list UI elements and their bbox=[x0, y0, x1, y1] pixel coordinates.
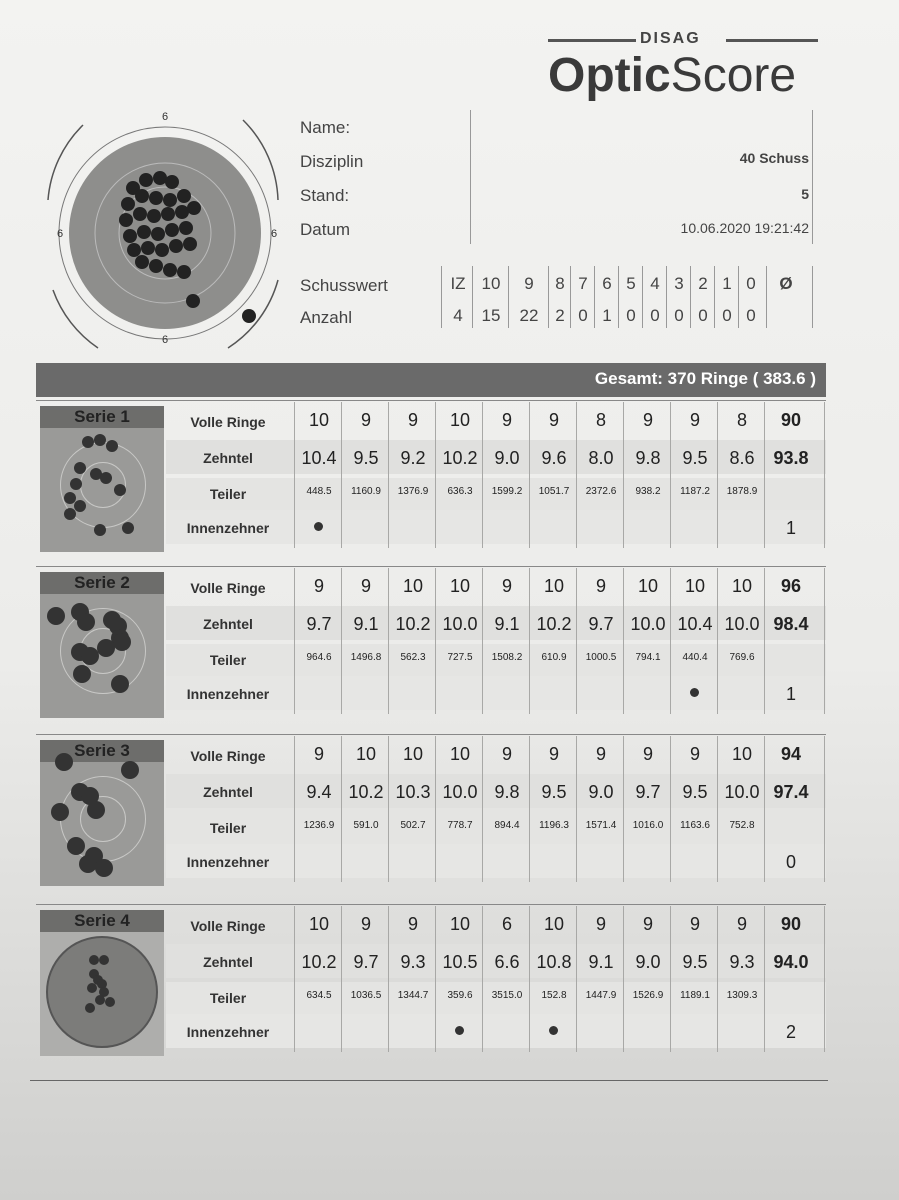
discipline-value: 40 Schuss bbox=[739, 150, 809, 166]
shot-marker bbox=[77, 613, 95, 631]
innenzehner-sum: 1 bbox=[785, 684, 796, 704]
teiler-value: 1878.9 bbox=[726, 486, 758, 497]
teiler-value: 1447.9 bbox=[585, 990, 617, 1001]
zehntel-value: 8.0 bbox=[588, 448, 614, 468]
zehntel-sum: 98.4 bbox=[773, 614, 809, 634]
volle-ringe-sum: 90 bbox=[780, 410, 802, 430]
series-target-icon bbox=[40, 406, 164, 552]
zehntel-value: 9.0 bbox=[588, 782, 614, 802]
shot-marker bbox=[81, 647, 99, 665]
row-label: Zehntel bbox=[203, 450, 253, 466]
volle-ringe-value: 9 bbox=[689, 744, 700, 764]
volle-ringe-value: 9 bbox=[360, 576, 371, 596]
series-label: Serie 4 bbox=[40, 910, 164, 932]
zehntel-value: 9.3 bbox=[400, 952, 426, 972]
zehntel-value: 9.5 bbox=[353, 448, 379, 468]
zehntel-value: 9.1 bbox=[588, 952, 614, 972]
volle-ringe-value: 10 bbox=[731, 744, 753, 764]
volle-ringe-value: 8 bbox=[595, 410, 606, 430]
anzahl-value: 0 bbox=[722, 306, 732, 325]
shot-marker bbox=[70, 478, 82, 490]
zehntel-value: 10.5 bbox=[442, 952, 478, 972]
volle-ringe-value: 8 bbox=[736, 410, 747, 430]
teiler-value: 938.2 bbox=[635, 486, 661, 497]
volle-ringe-value: 9 bbox=[407, 914, 418, 934]
volle-ringe-value: 9 bbox=[407, 410, 418, 430]
shot-marker bbox=[74, 500, 86, 512]
anzahl-value: 0 bbox=[650, 306, 660, 325]
shot-marker bbox=[79, 855, 97, 873]
innenzehner-marker bbox=[455, 1026, 464, 1035]
row-label: Teiler bbox=[209, 652, 247, 668]
row-label: Teiler bbox=[209, 820, 247, 836]
anzahl-value: 0 bbox=[746, 306, 756, 325]
zehntel-value: 9.1 bbox=[353, 614, 379, 634]
shot-marker bbox=[122, 522, 134, 534]
schusswert-header: 8 bbox=[555, 274, 565, 293]
row-label: Innenzehner bbox=[186, 854, 270, 870]
shot-marker bbox=[94, 524, 106, 536]
row-label: Zehntel bbox=[203, 616, 253, 632]
shot-marker bbox=[94, 434, 106, 446]
row-label: Innenzehner bbox=[186, 520, 270, 536]
row-label: Volle Ringe bbox=[190, 580, 266, 596]
shot-marker bbox=[87, 801, 105, 819]
innenzehner-sum: 2 bbox=[785, 1022, 796, 1042]
teiler-value: 1189.1 bbox=[680, 990, 710, 1001]
teiler-value: 1016.0 bbox=[632, 820, 664, 831]
schusswert-header: 2 bbox=[698, 274, 708, 293]
name-label: Name: bbox=[300, 118, 351, 137]
series-target-icon bbox=[40, 740, 164, 886]
anzahl-value: 22 bbox=[519, 306, 539, 325]
teiler-value: 591.0 bbox=[353, 820, 379, 831]
teiler-value: 562.3 bbox=[400, 652, 426, 663]
volle-ringe-value: 10 bbox=[543, 576, 565, 596]
volle-ringe-value: 10 bbox=[731, 576, 753, 596]
schusswert-label: Schusswert bbox=[300, 276, 388, 295]
series-block bbox=[36, 568, 826, 718]
teiler-value: 448.5 bbox=[306, 486, 332, 497]
series-target-icon bbox=[40, 572, 164, 718]
zehntel-value: 9.5 bbox=[682, 952, 708, 972]
teiler-value: 1000.5 bbox=[585, 652, 617, 663]
shot-marker bbox=[55, 753, 73, 771]
teiler-value: 1526.9 bbox=[632, 990, 664, 1001]
teiler-value: 3515.0 bbox=[491, 990, 523, 1001]
innenzehner-marker bbox=[690, 688, 699, 697]
teiler-value: 502.7 bbox=[400, 820, 426, 831]
volle-ringe-value: 10 bbox=[308, 410, 330, 430]
schusswert-header: 1 bbox=[722, 274, 732, 293]
zehntel-value: 10.0 bbox=[442, 614, 478, 634]
teiler-value: 1163.6 bbox=[680, 820, 710, 831]
zehntel-value: 9.0 bbox=[635, 952, 661, 972]
shot-marker bbox=[67, 837, 85, 855]
zehntel-sum: 93.8 bbox=[773, 448, 809, 468]
volle-ringe-value: 9 bbox=[360, 914, 371, 934]
shot-marker bbox=[111, 675, 129, 693]
teiler-value: 1036.5 bbox=[350, 990, 382, 1001]
teiler-value: 152.8 bbox=[541, 990, 567, 1001]
teiler-value: 610.9 bbox=[541, 652, 567, 663]
zehntel-value: 10.2 bbox=[442, 448, 478, 468]
zehntel-value: 10.4 bbox=[301, 448, 337, 468]
date-label: Datum bbox=[300, 220, 351, 239]
volle-ringe-value: 9 bbox=[689, 410, 700, 430]
zehntel-value: 10.0 bbox=[442, 782, 478, 802]
zehntel-sum: 94.0 bbox=[773, 952, 809, 972]
volle-ringe-sum: 90 bbox=[780, 914, 802, 934]
volle-ringe-value: 10 bbox=[449, 744, 471, 764]
teiler-value: 1508.2 bbox=[491, 652, 523, 663]
innenzehner-marker bbox=[314, 522, 323, 531]
shot-marker bbox=[113, 633, 131, 651]
zehntel-value: 9.5 bbox=[682, 448, 708, 468]
row-label: Teiler bbox=[209, 990, 247, 1006]
schusswert-header: 9 bbox=[524, 274, 534, 293]
shot-marker bbox=[97, 639, 115, 657]
zehntel-value: 9.7 bbox=[306, 614, 332, 634]
teiler-value: 1236.9 bbox=[303, 820, 335, 831]
row-label: Zehntel bbox=[203, 954, 253, 970]
schusswert-header: 7 bbox=[578, 274, 588, 293]
zehntel-value: 9.7 bbox=[635, 782, 661, 802]
shot-marker bbox=[99, 955, 109, 965]
teiler-value: 1196.3 bbox=[539, 820, 569, 831]
series-block bbox=[36, 906, 826, 1056]
series-target-icon bbox=[40, 910, 164, 1056]
zehntel-value: 10.2 bbox=[348, 782, 384, 802]
zehntel-value: 9.0 bbox=[494, 448, 520, 468]
teiler-value: 1571.4 bbox=[585, 820, 617, 831]
series-label: Serie 1 bbox=[40, 406, 164, 428]
teiler-value: 2372.6 bbox=[585, 486, 617, 497]
zehntel-value: 9.8 bbox=[635, 448, 661, 468]
teiler-value: 752.8 bbox=[729, 820, 755, 831]
opticscore-logo bbox=[548, 30, 828, 110]
volle-ringe-value: 9 bbox=[501, 576, 512, 596]
zehntel-value: 6.6 bbox=[494, 952, 520, 972]
teiler-value: 778.7 bbox=[447, 820, 473, 831]
volle-ringe-value: 10 bbox=[449, 576, 471, 596]
shot-marker bbox=[95, 995, 105, 1005]
row-label: Zehntel bbox=[203, 784, 253, 800]
shot-marker bbox=[85, 1003, 95, 1013]
row-label: Volle Ringe bbox=[190, 748, 266, 764]
zehntel-value: 10.3 bbox=[395, 782, 431, 802]
svg-text:6: 6 bbox=[161, 334, 169, 346]
volle-ringe-value: 9 bbox=[360, 410, 371, 430]
zehntel-value: 9.8 bbox=[494, 782, 520, 802]
teiler-value: 794.1 bbox=[635, 652, 661, 663]
teiler-value: 359.6 bbox=[447, 990, 473, 1001]
row-label: Teiler bbox=[209, 486, 247, 502]
product-name: OpticScore bbox=[548, 49, 797, 102]
volle-ringe-value: 10 bbox=[449, 914, 471, 934]
shot-marker bbox=[106, 440, 118, 452]
row-label: Volle Ringe bbox=[190, 918, 266, 934]
volle-ringe-value: 9 bbox=[736, 914, 747, 934]
volle-ringe-value: 9 bbox=[501, 410, 512, 430]
zehntel-value: 10.0 bbox=[630, 614, 666, 634]
schusswert-header: Ø bbox=[779, 274, 793, 293]
shot-marker bbox=[114, 484, 126, 496]
teiler-value: 964.6 bbox=[306, 652, 332, 663]
teiler-value: 1376.9 bbox=[397, 486, 429, 497]
volle-ringe-value: 9 bbox=[548, 744, 559, 764]
teiler-value: 727.5 bbox=[447, 652, 473, 663]
volle-ringe-value: 9 bbox=[642, 744, 653, 764]
volle-ringe-value: 6 bbox=[501, 914, 512, 934]
schusswert-header: 5 bbox=[626, 274, 636, 293]
teiler-value: 894.4 bbox=[494, 820, 520, 831]
schusswert-header: 3 bbox=[674, 274, 684, 293]
teiler-value: 1187.2 bbox=[680, 486, 710, 497]
volle-ringe-sum: 96 bbox=[780, 576, 802, 596]
innenzehner-sum: 0 bbox=[785, 852, 796, 872]
date-value: 10.06.2020 19:21:42 bbox=[680, 220, 809, 236]
anzahl-value: 0 bbox=[578, 306, 588, 325]
volle-ringe-value: 9 bbox=[548, 410, 559, 430]
volle-ringe-value: 10 bbox=[684, 576, 706, 596]
svg-text:6: 6 bbox=[56, 228, 64, 240]
schusswert-header: IZ bbox=[450, 274, 466, 293]
schusswert-header: 0 bbox=[746, 274, 756, 293]
shot-marker bbox=[95, 859, 113, 877]
zehntel-value: 9.4 bbox=[306, 782, 332, 802]
zehntel-value: 10.0 bbox=[724, 782, 760, 802]
volle-ringe-value: 10 bbox=[402, 744, 424, 764]
zehntel-value: 10.2 bbox=[536, 614, 572, 634]
shot-marker bbox=[47, 607, 65, 625]
zehntel-value: 9.1 bbox=[494, 614, 520, 634]
shot-marker bbox=[64, 508, 76, 520]
volle-ringe-value: 10 bbox=[308, 914, 330, 934]
total-target-icon bbox=[38, 100, 288, 360]
anzahl-value: 0 bbox=[674, 306, 684, 325]
row-label: Volle Ringe bbox=[190, 414, 266, 430]
schusswert-header: 10 bbox=[481, 274, 501, 293]
anzahl-value: 1 bbox=[602, 306, 612, 325]
zehntel-sum: 97.4 bbox=[773, 782, 809, 802]
volle-ringe-value: 10 bbox=[402, 576, 424, 596]
shot-marker bbox=[105, 997, 115, 1007]
zehntel-value: 9.7 bbox=[588, 614, 614, 634]
anzahl-value: 0 bbox=[626, 306, 636, 325]
innenzehner-marker bbox=[549, 1026, 558, 1035]
teiler-value: 636.3 bbox=[447, 486, 473, 497]
anzahl-value: 4 bbox=[453, 306, 463, 325]
discipline-label: Disziplin bbox=[300, 152, 364, 171]
teiler-value: 1599.2 bbox=[491, 486, 523, 497]
anzahl-value: 15 bbox=[481, 306, 501, 325]
volle-ringe-value: 9 bbox=[642, 410, 653, 430]
zehntel-value: 10.2 bbox=[395, 614, 431, 634]
shot-marker bbox=[74, 462, 86, 474]
volle-ringe-value: 9 bbox=[501, 744, 512, 764]
teiler-value: 769.6 bbox=[729, 652, 755, 663]
teiler-value: 1051.7 bbox=[538, 486, 570, 497]
shot-marker bbox=[100, 472, 112, 484]
svg-text:6: 6 bbox=[161, 111, 169, 123]
anzahl-label: Anzahl bbox=[300, 308, 352, 327]
series-label: Serie 3 bbox=[40, 740, 164, 762]
stand-value: 5 bbox=[801, 186, 809, 202]
volle-ringe-value: 9 bbox=[313, 744, 324, 764]
shot-marker bbox=[73, 665, 91, 683]
schusswert-header: 4 bbox=[650, 274, 660, 293]
stand-label: Stand: bbox=[300, 186, 350, 205]
zehntel-value: 9.2 bbox=[400, 448, 426, 468]
series-block bbox=[36, 402, 826, 552]
anzahl-value: 0 bbox=[698, 306, 708, 325]
total-score: Gesamt: 370 Ringe ( 383.6 ) bbox=[594, 369, 816, 388]
teiler-value: 1309.3 bbox=[726, 990, 758, 1001]
innenzehner-sum: 1 bbox=[785, 518, 796, 538]
series-label: Serie 2 bbox=[40, 572, 164, 594]
zehntel-value: 10.0 bbox=[724, 614, 760, 634]
teiler-value: 1496.8 bbox=[350, 652, 382, 663]
shot-marker bbox=[51, 803, 69, 821]
zehntel-value: 10.2 bbox=[301, 952, 337, 972]
shot-marker bbox=[87, 983, 97, 993]
volle-ringe-value: 10 bbox=[449, 410, 471, 430]
disag-brand: DISAG bbox=[548, 30, 818, 50]
teiler-value: 634.5 bbox=[306, 990, 332, 1001]
volle-ringe-value: 9 bbox=[595, 744, 606, 764]
zehntel-value: 10.4 bbox=[677, 614, 713, 634]
zehntel-value: 9.7 bbox=[353, 952, 379, 972]
teiler-value: 1344.7 bbox=[397, 990, 429, 1001]
schusswert-header: 6 bbox=[602, 274, 612, 293]
volle-ringe-value: 9 bbox=[689, 914, 700, 934]
row-label: Innenzehner bbox=[186, 1024, 270, 1040]
volle-ringe-sum: 94 bbox=[780, 744, 802, 764]
volle-ringe-value: 10 bbox=[543, 914, 565, 934]
zehntel-value: 9.5 bbox=[541, 782, 567, 802]
shot-marker bbox=[121, 761, 139, 779]
volle-ringe-value: 10 bbox=[637, 576, 659, 596]
svg-text:6: 6 bbox=[270, 228, 278, 240]
volle-ringe-value: 9 bbox=[642, 914, 653, 934]
volle-ringe-value: 9 bbox=[595, 576, 606, 596]
teiler-value: 1160.9 bbox=[351, 486, 381, 497]
volle-ringe-value: 10 bbox=[355, 744, 377, 764]
anzahl-value: 2 bbox=[555, 306, 565, 325]
volle-ringe-value: 9 bbox=[313, 576, 324, 596]
series-block bbox=[36, 736, 826, 886]
teiler-value: 440.4 bbox=[682, 652, 708, 663]
zehntel-value: 9.6 bbox=[541, 448, 567, 468]
zehntel-value: 10.8 bbox=[536, 952, 572, 972]
total-bar bbox=[36, 363, 826, 397]
volle-ringe-value: 9 bbox=[595, 914, 606, 934]
shot-marker bbox=[89, 955, 99, 965]
zehntel-value: 8.6 bbox=[729, 448, 755, 468]
zehntel-value: 9.3 bbox=[729, 952, 755, 972]
zehntel-value: 9.5 bbox=[682, 782, 708, 802]
row-label: Innenzehner bbox=[186, 686, 270, 702]
shot-marker bbox=[82, 436, 94, 448]
